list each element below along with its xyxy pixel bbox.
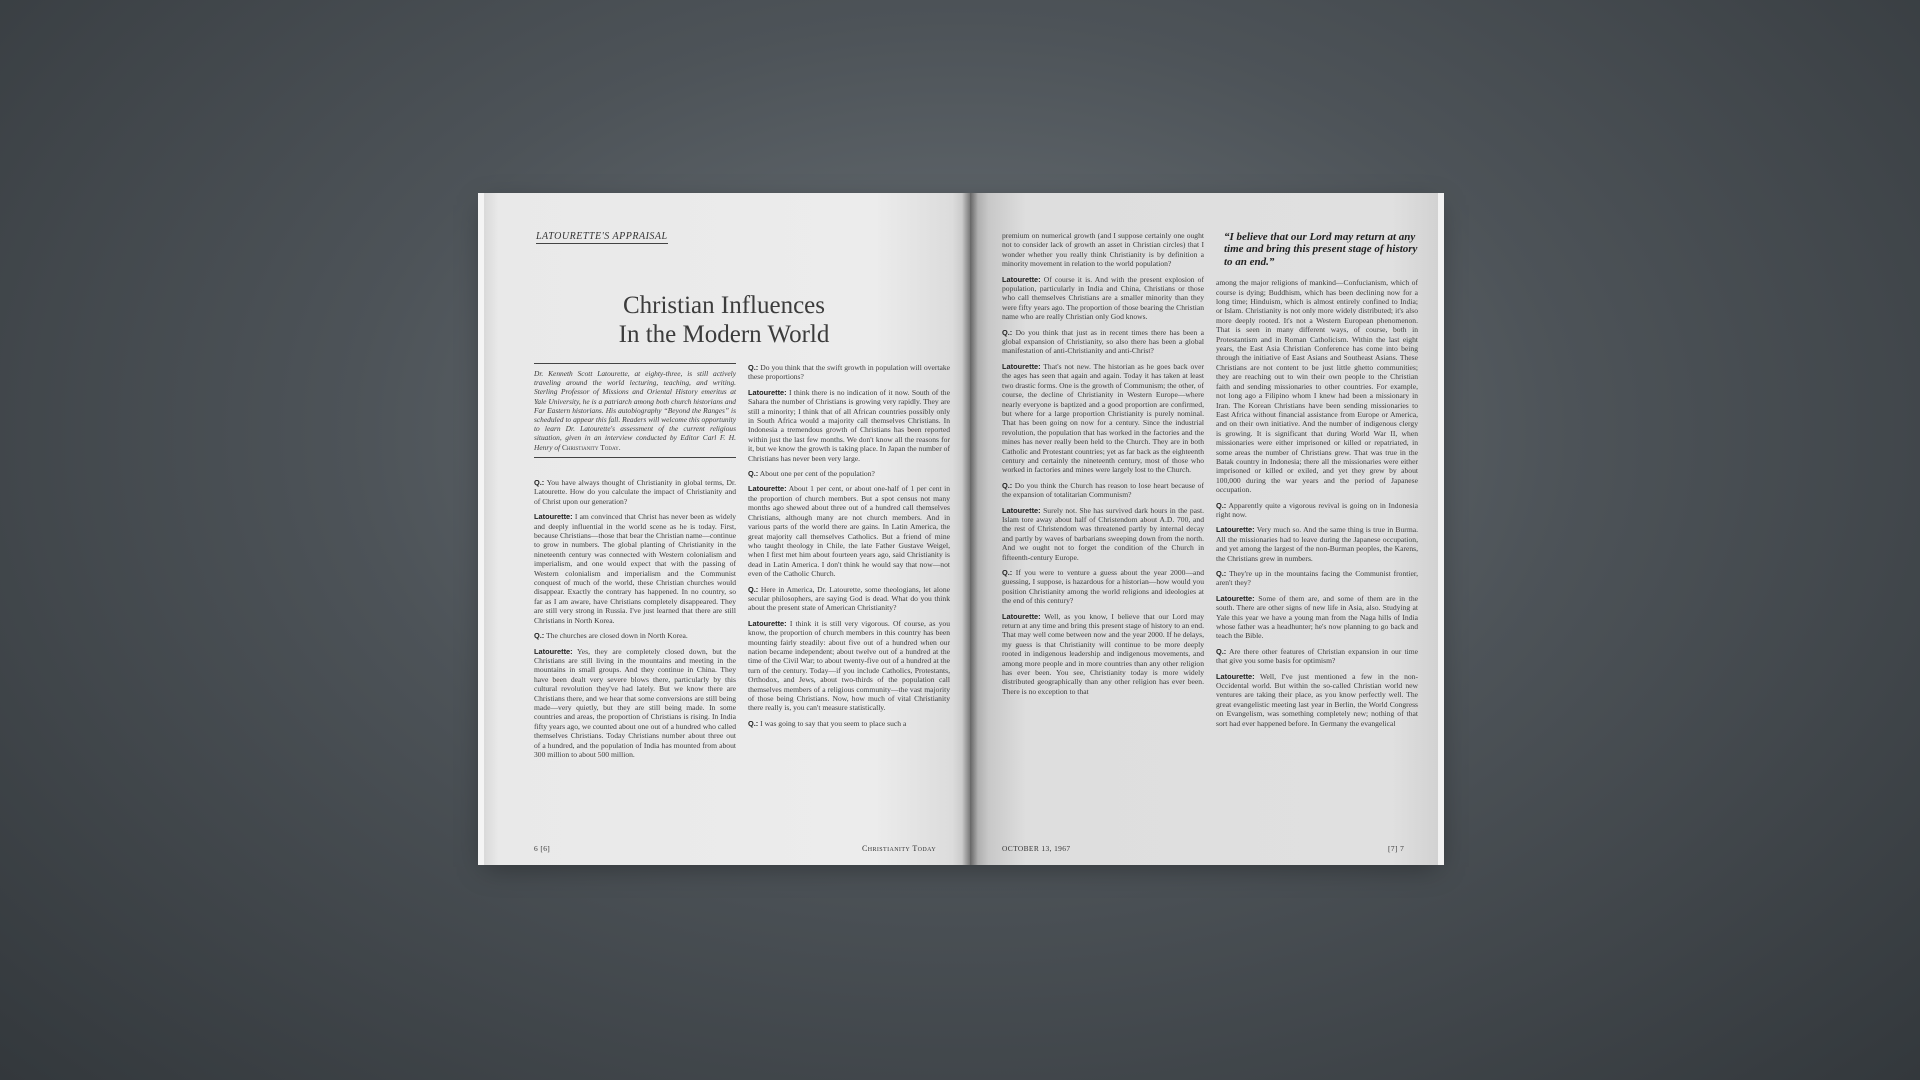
- intro-magazine: Christianity Today.: [561, 442, 621, 452]
- paragraph-text: Well, as you know, I believe that our Lord may return at any time and bring this present stage of history to an end. That may well come between now and the year 2000. If he delays, my guess is that Christianity will continue to be more deeply rooted in indigenous leadership and indigenous movements, and among more people and in more countries than any other religion has ever been. You see, Christianity today is more widely distributed geographically than any other religion has ever been. There is no exception to that: [1002, 611, 1204, 696]
- paragraph-text: Are there other features of Christian expansion in our time that give you some basis for optimism?: [1216, 646, 1418, 666]
- speaker-label: Latourette:: [1002, 611, 1041, 621]
- paragraph: [534, 631, 736, 640]
- paragraph-text: The churches are closed down in North Korea.: [546, 631, 688, 641]
- speaker-label: Latourette:: [534, 512, 573, 522]
- spine-gutter: [962, 193, 978, 865]
- page-number-right: [7] 7: [1388, 844, 1405, 853]
- paragraph: [748, 484, 950, 578]
- speaker-label: Latourette:: [1002, 361, 1041, 371]
- paragraph-text: Of course it is. And with the present explosion of population, particularly in India and China, Christians or those who call themselves Christians are a smaller minority than they were fifty years ago. The proportion of those bearing the Christian name who are really Christian only God knows.: [1002, 274, 1204, 322]
- magazine-spread: [478, 193, 1444, 867]
- paragraph: [1216, 672, 1418, 728]
- paragraph-text: Well, I've just mentioned a few in the non-Occidental world. But within the so-called Christian world new ventures are taking their place, as you know perfectly well. The great evangelistic meeting last year in Berlin, the World Congress on Evangelism, was something completely new; nothing of that sort had ever happened before. In Germany the evangelical: [1216, 671, 1418, 728]
- article-intro: [534, 363, 736, 458]
- paragraph-text: Very much so. And the same thing is true in Burma. All the missionaries had to leave during the Japanese occupation, and yet among the largest of the non-Burman peoples, the Karens, the Christians grew in numbers.: [1216, 525, 1418, 563]
- paragraph: [1216, 525, 1418, 563]
- speaker-label: Latourette:: [748, 618, 787, 628]
- left-page: [478, 193, 972, 865]
- paragraph-text: Do you think the Church has reason to lose heart because of the expansion of totalitarian Communism?: [1002, 480, 1204, 500]
- department-heading: LATOURETTE'S APPRAISAL: [536, 231, 668, 242]
- speaker-label: Latourette:: [1002, 274, 1041, 284]
- right-column-2: [1216, 231, 1418, 734]
- right-page: [970, 193, 1444, 865]
- paragraph: [1216, 594, 1418, 641]
- paragraph: [534, 478, 736, 506]
- paragraph-text: premium on numerical growth (and I suppose certainly one ought not to consider lack of growth an asset in Christian circles) that I wonder whether you really think Christianity is by definition a minority movement in relation to the world population?: [1002, 231, 1204, 269]
- paragraph: [1002, 506, 1204, 562]
- speaker-label: Q.:: [1002, 480, 1013, 490]
- paragraph: [1002, 231, 1204, 269]
- paragraph: [1216, 278, 1418, 494]
- paragraph: [748, 363, 950, 382]
- speaker-label: Q.:: [748, 469, 759, 479]
- paragraph: [534, 647, 736, 760]
- paragraph-text: I think it is still very vigorous. Of course, as you know, the proportion of church members in this country has been mounting fairly steadily: about five out of a hundred when our nation became independent; about twelve out of a hundred at the time of the Civil War; to about twenty-five out of a hundred at the turn of the century. Today—if you include Catholics, Protestants, Orthodox, and Jews, about two-thirds of the population call themselves members of a religious community—the vast majority of those being Christians. Now, how much of vital Christianity there really is, you can't measure statistically.: [748, 618, 950, 713]
- speaker-label: Latourette:: [748, 387, 787, 397]
- paragraph: [748, 469, 950, 478]
- speaker-label: Latourette:: [1216, 593, 1255, 603]
- paragraph-text: I was going to say that you seem to place such a: [760, 718, 907, 728]
- paragraph-text: Surely not. She has survived dark hours in the past. Islam tore away about half of Christendom about A.D. 700, and the rest of Christendom was threatened partly by internal decay and partly by waves of barbarians sweeping down from the north. And we ought not to forget the condition of the Church in fifteenth-century Europe.: [1002, 505, 1204, 562]
- magazine-name-footer: Christianity Today: [862, 844, 937, 853]
- speaker-label: Q.:: [1216, 500, 1227, 510]
- paragraph-text: Here in America, Dr. Latourette, some theologians, let alone secular philosophers, are saying God is dead. What do you think about the present state of American Christianity?: [748, 584, 950, 613]
- article-title: [574, 291, 874, 349]
- paragraph-text: Do you think that the swift growth in population will overtake these proportions?: [748, 363, 950, 382]
- speaker-label: Q.:: [1216, 569, 1227, 578]
- pull-quote: “I believe that our Lord may return at any time and bring this present stage of history to an end.”: [1224, 231, 1418, 268]
- paragraph: [1216, 569, 1418, 588]
- speaker-label: Q.:: [1002, 327, 1013, 337]
- speaker-label: Q.:: [748, 363, 759, 372]
- paragraph-text: Some of them are, and some of them are in the south. There are other signs of new life in Asia, also. Studying at Yale this year we have a young man from the Naga hills of India whose father was a headhunter; he's now planning to go back and teach the Bible.: [1216, 593, 1418, 641]
- paragraph: [1002, 328, 1204, 356]
- paragraph: [1002, 568, 1204, 606]
- paragraph: [1002, 362, 1204, 475]
- paragraph-text: They're up in the mountains facing the Communist frontier, aren't they?: [1216, 569, 1418, 588]
- left-column-1: [534, 478, 736, 765]
- issue-date-footer: OCTOBER 13, 1967: [1002, 844, 1071, 853]
- paragraph-text: among the major religions of mankind—Confucianism, which of course is dying; Buddhism, which has been declining now for a long time; Hinduism, which is almost entirely confined to India; or Islam. Christianity is not only more widely distributed; it's also more deeply rooted. It's not a Western European phenomenon. That is seen in many different ways, of course, both in Protestantism and in Roman Catholicism. Within the last eight years, the East Asia Christian Conference has come into being through the initiative of East Asians and Southeast Asians. These Christians are not content to be just little ghetto communities; they are reaching out to win their own people to the Christian faith and sending missionaries to other countries. For example, not long ago a Filipino whom I knew had been a missionary in Iran. The Korean Christians have been sending missionaries to East Africa without financial assistance from Europe or America, and on their own initiative. And the number of indigenous clergy is growing. It is significant that during World War II, when missionaries were either imprisoned or killed or repatriated, in some areas the number of Christians grew. That was true in the Batak country in Indonesia; there all the missionaries were either imprisoned or killed or exiled, and yet they grew by about 100,000 during the war years and the period of Japanese occupation.: [1216, 278, 1418, 495]
- paragraph-text: I think there is no indication of it now. South of the Sahara the number of Christians is growing very rapidly. They are still a minority; I think that of all African countries possibly only in South Africa would a majority call themselves Christians. In Indonesia a tremendous growth of Christians has been reported within just the last few months. We don't know all the reasons for it, but we know the growth is taking place. In Japan the number of Christians has never been very large.: [748, 387, 950, 463]
- speaker-label: Q.:: [748, 718, 759, 728]
- paragraph: [1002, 481, 1204, 500]
- paragraph-text: That's not new. The historian as he goes back over the ages has seen that again and again. Today it has taken at least two drastic forms. One is the growth of Communism; the other, of course, the decline of Christianity in Western Europe—where nearly everyone is baptized and a good proportion are confirmed, but where for a large proportion Christianity is purely nominal. That has been going on now for a century. Since the industrial revolution, the population that has worked in the factories and the mines has never really been held to the Church. They are in both Catholic and Protestant countries; yet as far back as the eighteenth century and certainly the nineteenth century, most of those who worked in factories and mines were largely lost to the Church.: [1002, 361, 1204, 475]
- speaker-label: Latourette:: [1216, 671, 1255, 681]
- speaker-label: Q.:: [534, 478, 545, 487]
- paragraph: [748, 585, 950, 613]
- speaker-label: Latourette:: [1216, 525, 1255, 535]
- paragraph: [748, 619, 950, 713]
- paragraph-text: Yes, they are completely closed down, but the Christians are still living in the mountains and meeting in the mountains in small groups. And they continue in China. They have been dealt very severe blows there, particularly by this cultural revolution they've had lately. But we know there are Christians there, and we hear that some conversions are still being made—very quietly, but they are still being made. In some countries and areas, the proportion of Christians is rising. In India fifty years ago, we counted about one out of a hundred who called themselves Christians. Today Christians number about three out of a hundred, and the population of India has mounted from about 300 million to about 500 million.: [534, 646, 736, 759]
- paragraph: [1002, 612, 1204, 697]
- speaker-label: Q.:: [748, 584, 759, 594]
- paragraph: [1216, 501, 1418, 520]
- speaker-label: Latourette:: [1002, 505, 1041, 515]
- title-line-2: In the Modern World: [618, 321, 830, 348]
- title-line-1: Christian Influences: [622, 292, 826, 319]
- paragraph-text: If you were to venture a guess about the year 2000—and guessing, I suppose, is hazardous for a historian—how would you position Christianity among the world religions and ideologies at the end of this century?: [1002, 568, 1204, 606]
- intro-text: Dr. Kenneth Scott Latourette, at eighty-three, is still actively traveling around the world lecturing, teaching, and writing. Sterling Professor of Missions and Oriental History emeritus at Yale University, he is a patriarch among both church historians and Far Eastern historians. His autobiography “Beyond the Ranges” is scheduled to appear this fall. Readers will welcome this opportunity to learn Dr. Latourette's assessment of the current religious situation, given in an interview conducted by Editor Carl F. H. Henry of: [534, 369, 736, 452]
- speaker-label: Latourette:: [748, 484, 787, 494]
- speaker-label: Q.:: [534, 631, 545, 641]
- left-column-2: [748, 363, 950, 734]
- paragraph-text: About 1 per cent, or about one-half of 1 per cent in the proportion of church members. But a spot census not many months ago shewed about three out of a hundred call themselves Christians, although many are not church members. And in various parts of the world there are gains. In Latin America, the great majority call themselves Catholics. But a friend of mine who taught theology in Chile, the late Father Gustave Weigel, when I first met him about fourteen years ago, said Christianity is dead in Latin America. I don't think he would say that now—not even of the Catholic Church.: [748, 484, 950, 579]
- paragraph-text: You have always thought of Christianity in global terms, Dr. Latourette. How do you calculate the impact of Christianity and of Christ upon our generation?: [534, 478, 736, 506]
- paragraph: [1002, 275, 1204, 322]
- paragraph: [534, 512, 736, 625]
- page-number-left: 6 [6]: [534, 844, 551, 853]
- paragraph-text: Apparently quite a vigorous revival is going on in Indonesia right now.: [1216, 500, 1418, 519]
- speaker-label: Latourette:: [534, 646, 573, 656]
- paragraph: [748, 388, 950, 463]
- speaker-label: Q.:: [1002, 568, 1013, 577]
- paragraph: [748, 719, 950, 728]
- paragraph-text: Do you think that just as in recent times there has been a global expansion of Christianity, so also there has been a global manifestation of anti-Christianity and anti-Christ?: [1002, 327, 1204, 356]
- right-column-1: [1002, 231, 1204, 702]
- paragraph-text: About one per cent of the population?: [759, 469, 875, 479]
- speaker-label: Q.:: [1216, 646, 1227, 656]
- paragraph-text: I am convinced that Christ has never been as widely and deeply influential in the world scene as he is today. First, because Christians—those that bear the Christian name—continue to grow in numbers. The global planting of Christianity in the nineteenth century was connected with Western colonialism and imperialism, and one would expect that with the passing of Western colonialism and imperialism and the Communist conquest of much of the world, these Christian churches would disappear. Exactly the contrary has happened. In no country, so far as I am aware, have Christians completely disappeared. They are still very strong in Russia. I've just learned that there are still Christians in North Korea.: [534, 512, 736, 625]
- paragraph: [1216, 647, 1418, 666]
